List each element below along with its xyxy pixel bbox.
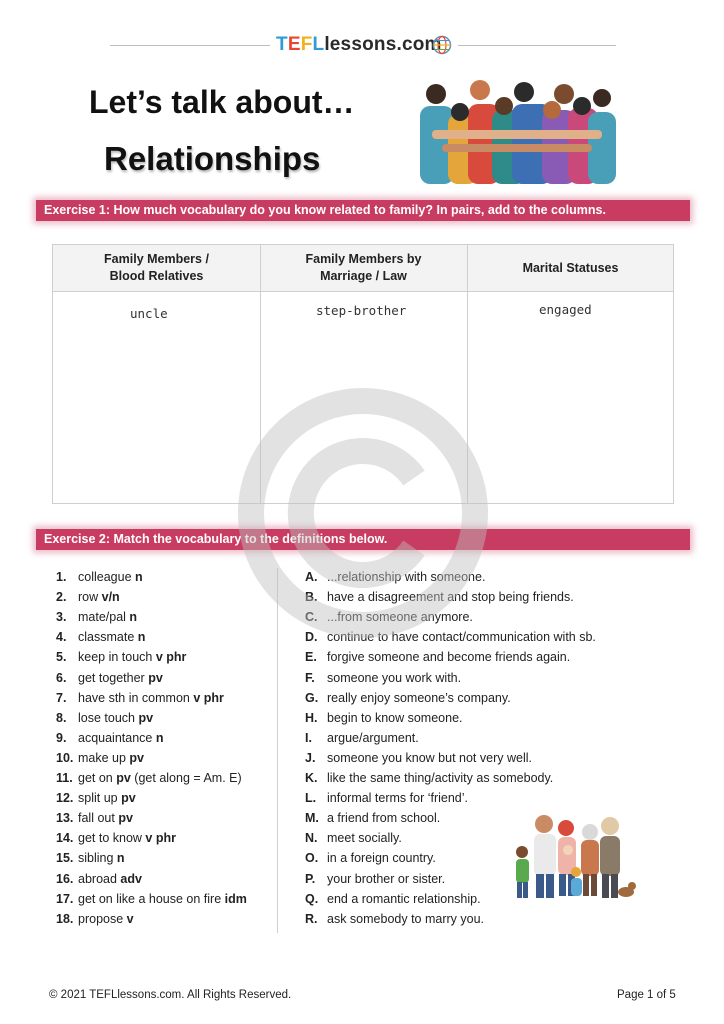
- definition-item: J. someone you know but not very well.: [305, 750, 532, 765]
- vocab-item: 4. classmate n: [56, 630, 146, 645]
- vocab-item: 10. make up pv: [56, 750, 145, 765]
- definition-item: A. ...relationship with someone.: [305, 570, 486, 584]
- group-hug-illustration: [412, 80, 620, 184]
- table-header-blood-relatives: Family Members / Blood Relatives: [104, 252, 209, 283]
- definition-item: I. argue/argument.: [305, 730, 419, 745]
- vocab-item: 6. get together pv: [56, 670, 163, 685]
- vocab-item: 1. colleague n: [56, 570, 143, 584]
- exercise2-instruction: Exercise 2: Match the vocabulary to the definitions below.: [36, 529, 690, 550]
- footer-copyright: © 2021 TEFLlessons.com. All Rights Reserved.: [49, 989, 292, 1001]
- vocab-item: 16. abroad adv: [56, 871, 142, 886]
- vocab-item: 3. mate/pal n: [56, 610, 138, 625]
- definition-item: E. forgive someone and become friends again.: [305, 650, 571, 665]
- table-header-marriage-law: Family Members by Marriage / Law: [305, 252, 422, 283]
- vocab-item: 13. fall out pv: [56, 811, 133, 826]
- definition-item: H. begin to know someone.: [305, 710, 463, 725]
- vocab-item: 11. get on pv (get along = Am. E): [56, 771, 242, 785]
- page-title-line2: Relationships: [104, 140, 321, 177]
- definition-item: K. like the same thing/activity as somebody.: [305, 771, 554, 785]
- vocab-item: 5. keep in touch v phr: [56, 650, 187, 665]
- definition-item: L. informal terms for ‘friend’.: [305, 791, 469, 806]
- definition-item: P. your brother or sister.: [305, 871, 446, 886]
- table-entry-engaged: engaged: [539, 302, 592, 317]
- definition-item: D. continue to have contact/communication with sb.: [305, 630, 596, 645]
- vocab-item: 2. row v/n: [56, 590, 120, 605]
- definition-item: N. meet socially.: [305, 831, 402, 846]
- vocab-item: 8. lose touch pv: [56, 710, 154, 725]
- globe-icon: [432, 35, 452, 55]
- vocab-item: 18. propose v: [56, 911, 134, 926]
- definition-item: M. a friend from school.: [305, 811, 441, 826]
- vocab-item: 14. get to know v phr: [56, 831, 176, 846]
- header-rule-right: [458, 45, 616, 46]
- table-entry-step-brother: step-brother: [316, 303, 407, 318]
- vocab-item: 9. acquaintance n: [56, 730, 164, 745]
- definition-item: C. ...from someone anymore.: [305, 610, 473, 625]
- header-rule-left: [110, 45, 270, 46]
- definition-item: Q. end a romantic relationship.: [305, 891, 481, 906]
- vocab-item: 15. sibling n: [56, 851, 125, 866]
- site-logo: TEFLlessons.com: [276, 34, 442, 55]
- vocab-item: 12. split up pv: [56, 791, 136, 806]
- footer-page-number: Page 1 of 5: [617, 989, 676, 1001]
- definition-item: B. have a disagreement and stop being friends.: [305, 590, 574, 605]
- table-entry-uncle: uncle: [130, 306, 168, 321]
- definition-item: O. in a foreign country.: [305, 851, 436, 866]
- definition-item: G. really enjoy someone’s company.: [305, 690, 511, 705]
- vocab-item: 7. have sth in common v phr: [56, 690, 224, 705]
- page-title-line1: Let’s talk about…: [89, 84, 355, 120]
- vocab-item: 17. get on like a house on fire idm: [56, 891, 247, 906]
- copyright-watermark-icon: [236, 386, 490, 640]
- table-header-marital-statuses: Marital Statuses: [522, 260, 619, 275]
- definition-item: R. ask somebody to marry you.: [305, 911, 485, 926]
- exercise1-instruction: Exercise 1: How much vocabulary do you know related to family? In pairs, add to the columns.: [36, 200, 690, 221]
- definition-item: F. someone you work with.: [305, 670, 462, 685]
- family-illustration: [512, 812, 636, 902]
